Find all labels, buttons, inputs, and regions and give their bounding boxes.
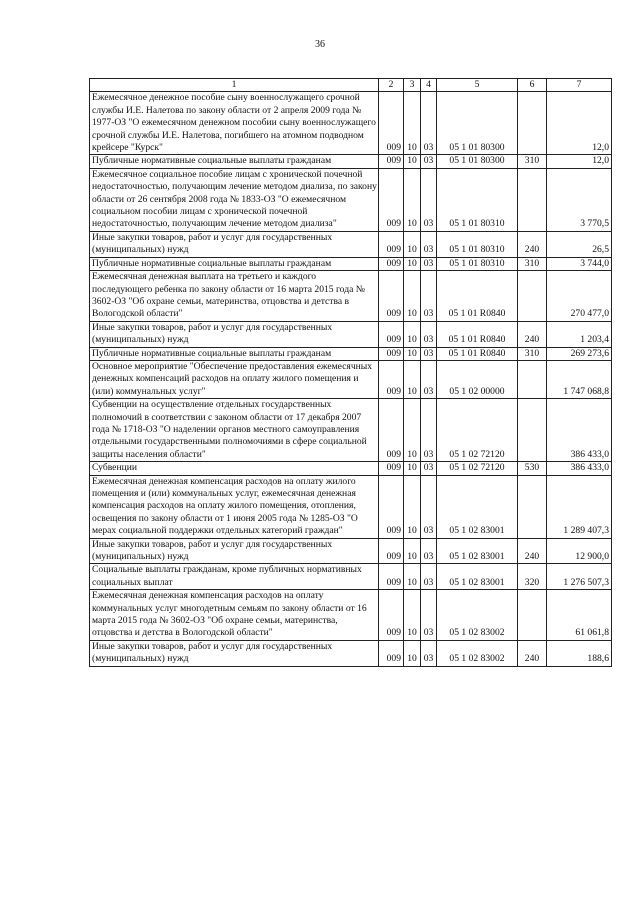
row-code-section: 10: [404, 155, 421, 168]
row-code-section: 10: [404, 168, 421, 231]
row-amount: 1 747 068,8: [547, 360, 612, 398]
row-code-ministry: 009: [379, 399, 404, 462]
row-amount: 188,6: [547, 640, 612, 666]
row-amount: 12,0: [547, 155, 612, 168]
header-cell: 2: [379, 79, 404, 92]
row-code-subsection: 03: [421, 231, 437, 257]
header-cell: 4: [421, 79, 437, 92]
row-code-subsection: 03: [421, 92, 437, 155]
header-cell: 3: [404, 79, 421, 92]
row-description: Ежемесячная денежная компенсация расходов на оплату коммунальных услуг многодетным семьям по закону области от 16 марта 2015 года № 3602-ОЗ "Об охране семьи, материнства, отцовства и детства в Вологодской области": [90, 590, 379, 641]
row-code-subsection: 03: [421, 155, 437, 168]
row-code-section: 10: [404, 475, 421, 538]
table-row: [90, 168, 612, 231]
row-code-ministry: 009: [379, 321, 404, 347]
row-amount: 61 061,8: [547, 590, 612, 641]
row-code-subsection: 03: [421, 462, 437, 475]
row-code-target: 05 1 02 83002: [437, 590, 518, 641]
row-code-target: 05 1 02 83001: [437, 538, 518, 564]
row-code-expense-type: [518, 475, 547, 538]
table-row: [90, 475, 612, 538]
row-amount: 12 900,0: [547, 538, 612, 564]
row-description: Социальные выплаты гражданам, кроме публичных нормативных социальных выплат: [90, 564, 379, 590]
row-code-ministry: 009: [379, 168, 404, 231]
row-code-ministry: 009: [379, 347, 404, 360]
row-code-ministry: 009: [379, 538, 404, 564]
row-code-ministry: 009: [379, 475, 404, 538]
row-code-ministry: 009: [379, 564, 404, 590]
row-code-ministry: 009: [379, 155, 404, 168]
row-code-expense-type: 310: [518, 155, 547, 168]
row-code-ministry: 009: [379, 231, 404, 257]
row-code-section: 10: [404, 257, 421, 270]
row-amount: 12,0: [547, 92, 612, 155]
row-description: Публичные нормативные социальные выплаты гражданам: [90, 347, 379, 360]
table-row: [90, 590, 612, 641]
row-code-expense-type: [518, 168, 547, 231]
row-code-expense-type: [518, 399, 547, 462]
row-code-expense-type: [518, 590, 547, 641]
row-code-ministry: 009: [379, 257, 404, 270]
row-code-target: 05 1 01 80310: [437, 257, 518, 270]
row-code-subsection: 03: [421, 538, 437, 564]
row-description: Иные закупки товаров, работ и услуг для государственных (муниципальных) нужд: [90, 321, 379, 347]
table-row: [90, 564, 612, 590]
row-code-ministry: 009: [379, 360, 404, 398]
row-code-ministry: 009: [379, 92, 404, 155]
row-code-target: 05 1 01 R0840: [437, 321, 518, 347]
row-code-ministry: 009: [379, 640, 404, 666]
row-description: Субвенции: [90, 462, 379, 475]
row-code-section: 10: [404, 347, 421, 360]
table-row: [90, 257, 612, 270]
row-code-ministry: 009: [379, 590, 404, 641]
row-code-expense-type: 240: [518, 231, 547, 257]
table-row: [90, 231, 612, 257]
row-amount: 1 289 407,3: [547, 475, 612, 538]
row-description: Иные закупки товаров, работ и услуг для государственных (муниципальных) нужд: [90, 538, 379, 564]
row-code-target: 05 1 02 72120: [437, 399, 518, 462]
row-code-expense-type: 240: [518, 321, 547, 347]
row-description: Иные закупки товаров, работ и услуг для государственных (муниципальных) нужд: [90, 231, 379, 257]
row-description: Субвенции на осуществление отдельных государственных полномочий в соответствии с законом области от 17 декабря 2007 года № 1718-ОЗ "О наделении органов местного самоуправления отдельными государственными полномочиями в сфере социальной защиты населения области": [90, 399, 379, 462]
row-code-target: 05 1 02 72120: [437, 462, 518, 475]
row-code-subsection: 03: [421, 168, 437, 231]
table-row: [90, 399, 612, 462]
row-code-subsection: 03: [421, 590, 437, 641]
row-code-target: 05 1 01 R0840: [437, 347, 518, 360]
row-code-expense-type: 310: [518, 347, 547, 360]
row-description: Основное мероприятие "Обеспечение предоставления ежемесячных денежных компенсаций расходов на оплату жилого помещения и (или) коммунальных услуг": [90, 360, 379, 398]
row-description: Иные закупки товаров, работ и услуг для государственных (муниципальных) нужд: [90, 640, 379, 666]
row-code-subsection: 03: [421, 347, 437, 360]
row-code-target: 05 1 01 80310: [437, 231, 518, 257]
table-row: [90, 271, 612, 322]
table-row: [90, 360, 612, 398]
row-code-subsection: 03: [421, 257, 437, 270]
row-code-section: 10: [404, 564, 421, 590]
row-code-target: 05 1 02 83001: [437, 475, 518, 538]
row-description: Публичные нормативные социальные выплаты гражданам: [90, 155, 379, 168]
budget-table: [89, 78, 612, 667]
row-code-target: 05 1 01 80310: [437, 168, 518, 231]
row-code-expense-type: 320: [518, 564, 547, 590]
table-row: [90, 155, 612, 168]
row-description: Публичные нормативные социальные выплаты гражданам: [90, 257, 379, 270]
header-cell: 6: [518, 79, 547, 92]
row-description: Ежемесячная денежная компенсация расходов на оплату жилого помещения и (или) коммунальных услуг, ежемесячная денежная компенсация расходов на оплату жилого помещения, отопления, освещения по закону области от 1 июня 2005 года № 1285-ОЗ "О мерах социальной поддержки отдельных категорий граждан": [90, 475, 379, 538]
table-row: [90, 462, 612, 475]
row-code-section: 10: [404, 590, 421, 641]
row-amount: 1 276 507,3: [547, 564, 612, 590]
row-code-expense-type: [518, 271, 547, 322]
row-code-section: 10: [404, 231, 421, 257]
table-row: [90, 92, 612, 155]
row-code-target: 05 1 01 R0840: [437, 271, 518, 322]
table-row: [90, 538, 612, 564]
table-row: [90, 347, 612, 360]
row-code-section: 10: [404, 640, 421, 666]
row-code-target: 05 1 01 80300: [437, 155, 518, 168]
row-code-expense-type: 240: [518, 640, 547, 666]
row-amount: 3 744,0: [547, 257, 612, 270]
row-amount: 1 203,4: [547, 321, 612, 347]
row-amount: 270 477,0: [547, 271, 612, 322]
row-code-ministry: 009: [379, 271, 404, 322]
row-code-subsection: 03: [421, 321, 437, 347]
row-code-target: 05 1 02 83001: [437, 564, 518, 590]
row-code-subsection: 03: [421, 475, 437, 538]
row-code-subsection: 03: [421, 399, 437, 462]
row-code-section: 10: [404, 92, 421, 155]
header-cell: 1: [90, 79, 379, 92]
row-code-expense-type: [518, 92, 547, 155]
table-header-row: [90, 79, 612, 92]
page-number: 36: [315, 39, 325, 50]
row-code-section: 10: [404, 321, 421, 347]
header-cell: 5: [437, 79, 518, 92]
row-code-expense-type: [518, 360, 547, 398]
row-amount: 26,5: [547, 231, 612, 257]
row-code-subsection: 03: [421, 640, 437, 666]
table-row: [90, 640, 612, 666]
row-description: Ежемесячное денежное пособие сыну военнослужащего срочной службы И.Е. Налетова по закону области от 2 апреля 2009 года № 1977-ОЗ "О ежемесячном денежном пособии сыну военнослужащего срочной службы И.Е. Налетова, погибшего на атомном подводном крейсере "Курск": [90, 92, 379, 155]
row-code-subsection: 03: [421, 360, 437, 398]
row-code-target: 05 1 01 80300: [437, 92, 518, 155]
row-amount: 269 273,6: [547, 347, 612, 360]
row-code-expense-type: 530: [518, 462, 547, 475]
row-code-section: 10: [404, 271, 421, 322]
header-cell: 7: [547, 79, 612, 92]
row-description: Ежемесячное социальное пособие лицам с хронической почечной недостаточностью, получающим лечение методом диализа, по закону области от 26 сентября 2008 года № 1833-ОЗ "О ежемесячном социальном пособии лицам с хронической почечной недостаточностью, получающим лечение методом диализа": [90, 168, 379, 231]
row-code-target: 05 1 02 83002: [437, 640, 518, 666]
row-amount: 386 433,0: [547, 399, 612, 462]
row-code-target: 05 1 02 00000: [437, 360, 518, 398]
row-amount: 386 433,0: [547, 462, 612, 475]
row-code-section: 10: [404, 399, 421, 462]
row-description: Ежемесячная денежная выплата на третьего и каждого последующего ребенка по закону области от 16 марта 2015 года № 3602-ОЗ "Об охране семьи, материнства, отцовства и детства в Вологодской области": [90, 271, 379, 322]
row-code-subsection: 03: [421, 271, 437, 322]
table-row: [90, 321, 612, 347]
row-code-section: 10: [404, 462, 421, 475]
row-code-ministry: 009: [379, 462, 404, 475]
row-code-subsection: 03: [421, 564, 437, 590]
row-code-section: 10: [404, 360, 421, 398]
row-code-section: 10: [404, 538, 421, 564]
row-amount: 3 770,5: [547, 168, 612, 231]
row-code-expense-type: 310: [518, 257, 547, 270]
row-code-expense-type: 240: [518, 538, 547, 564]
